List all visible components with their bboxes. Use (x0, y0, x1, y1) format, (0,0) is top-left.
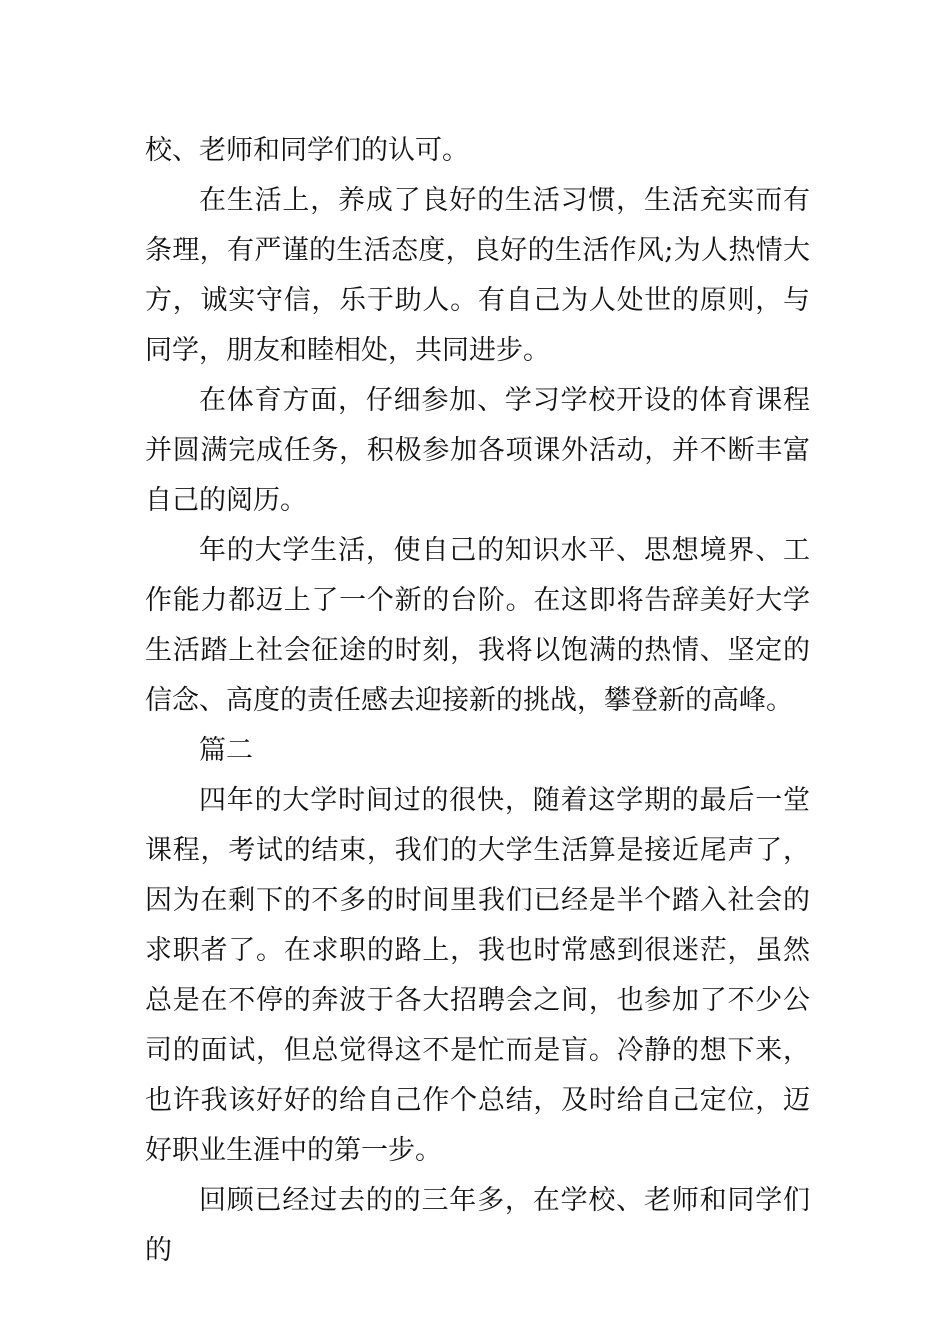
paragraph-life: 在生活上，养成了良好的生活习惯，生活充实而有条理，有严谨的生活态度，良好的生活作风;为人热情大方，诚实守信，乐于助人。有自己为人处世的原则，与同学，朋友和睦相处，共同进步。 (145, 185, 810, 366)
paragraph-summary: 年的大学生活，使自己的知识水平、思想境界、工作能力都迈上了一个新的台阶。在这即将告辞美好大学生活踏上社会征途的时刻，我将以饱满的热情、坚定的信念、高度的责任感去迎接新的挑战，攀登新的高峰。 (145, 535, 810, 716)
section-heading: 篇二 (199, 735, 253, 766)
paragraph-review: 回顾已经过去的的三年多，在学校、老师和同学们的 (145, 1185, 810, 1266)
paragraph-continuation: 校、老师和同学们的认可。 (145, 135, 469, 166)
paragraph-sports: 在体育方面，仔细参加、学习学校开设的体育课程并圆满完成任务，积极参加各项课外活动，并不断丰富自己的阅历。 (145, 385, 810, 516)
document-body (145, 126, 810, 1276)
paragraph-four-years: 四年的大学时间过的很快，随着这学期的最后一堂课程，考试的结束，我们的大学生活算是接近尾声了，因为在剩下的不多的时间里我们已经是半个踏入社会的求职者了。在求职的路上，我也时常感到很迷茫，虽然总是在不停的奔波于各大招聘会之间，也参加了不少公司的面试，但总觉得这不是忙而是盲。冷静的想下来，也许我该好好的给自己作个总结，及时给自己定位，迈好职业生涯中的第一步。 (145, 785, 810, 1166)
